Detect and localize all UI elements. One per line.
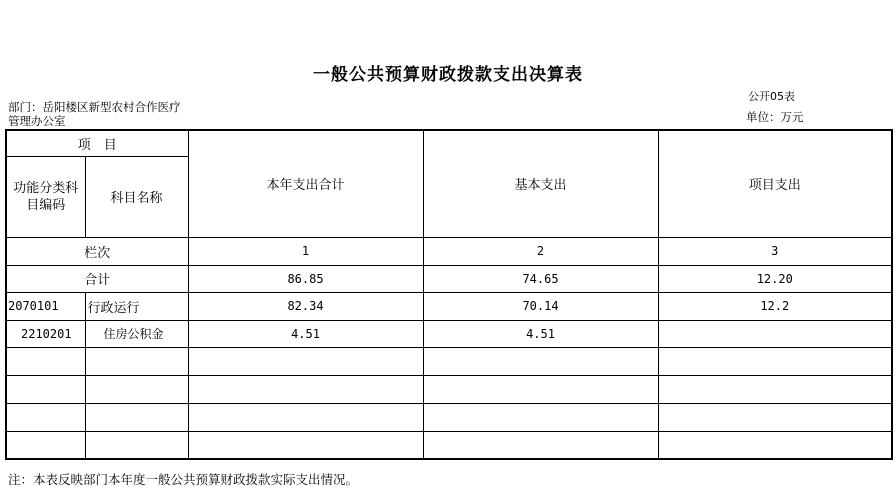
empty-cell xyxy=(6,431,85,459)
row-subject-name: 住房公积金 xyxy=(85,320,188,347)
empty-cell xyxy=(85,375,188,403)
empty-cell xyxy=(6,347,85,375)
total-col-1: 86.85 xyxy=(188,265,423,292)
row-col-3: 12.2 xyxy=(658,292,892,320)
index-col-2: 2 xyxy=(423,237,658,265)
total-row xyxy=(6,265,892,292)
empty-cell xyxy=(85,403,188,431)
empty-cell xyxy=(658,375,892,403)
header-item: 项 目 xyxy=(6,130,188,156)
table-title: 一般公共预算财政拨款支出决算表 xyxy=(313,65,583,85)
row-code: 2210201 xyxy=(6,320,85,347)
index-col-3: 3 xyxy=(658,237,892,265)
row-code: 2070101 xyxy=(6,292,85,320)
table-row xyxy=(6,320,892,347)
empty-cell xyxy=(423,431,658,459)
empty-cell xyxy=(423,347,658,375)
department-label: 部门：岳阳楼区新型农村合作医疗管理办公室 xyxy=(8,100,181,128)
empty-cell xyxy=(658,431,892,459)
unit-label: 单位：万元 xyxy=(746,110,804,124)
empty-row xyxy=(6,403,892,431)
empty-cell xyxy=(188,347,423,375)
empty-row xyxy=(6,347,892,375)
empty-cell xyxy=(85,431,188,459)
header-total-expenditure: 本年支出合计 xyxy=(188,130,423,237)
row-col-2: 70.14 xyxy=(423,292,658,320)
header-func-code: 功能分类科目编码 xyxy=(6,156,85,237)
total-label: 合计 xyxy=(6,265,188,292)
empty-row xyxy=(6,431,892,459)
row-col-2: 4.51 xyxy=(423,320,658,347)
header-subject-name: 科目名称 xyxy=(85,156,188,237)
form-number: 公开05表 xyxy=(748,90,795,103)
total-col-3: 12.20 xyxy=(658,265,892,292)
table-row xyxy=(6,292,892,320)
total-col-2: 74.65 xyxy=(423,265,658,292)
row-col-1: 82.34 xyxy=(188,292,423,320)
row-subject-name: 行政运行 xyxy=(85,292,188,320)
row-col-1: 4.51 xyxy=(188,320,423,347)
empty-cell xyxy=(423,375,658,403)
index-col-1: 1 xyxy=(188,237,423,265)
empty-cell xyxy=(85,347,188,375)
empty-cell xyxy=(658,347,892,375)
empty-cell xyxy=(6,403,85,431)
empty-cell xyxy=(423,403,658,431)
empty-cell xyxy=(6,375,85,403)
row-col-3 xyxy=(658,320,892,347)
footnote: 注：本表反映部门本年度一般公共预算财政拨款实际支出情况。 xyxy=(8,472,359,487)
header-basic-expenditure: 基本支出 xyxy=(423,130,658,237)
empty-cell xyxy=(188,431,423,459)
empty-cell xyxy=(188,375,423,403)
empty-cell xyxy=(658,403,892,431)
index-label: 栏次 xyxy=(6,237,188,265)
empty-row xyxy=(6,375,892,403)
expenditure-table xyxy=(5,129,893,460)
empty-cell xyxy=(188,403,423,431)
header-project-expenditure: 项目支出 xyxy=(658,130,892,237)
index-row xyxy=(6,237,892,265)
header-row-top xyxy=(6,130,892,156)
